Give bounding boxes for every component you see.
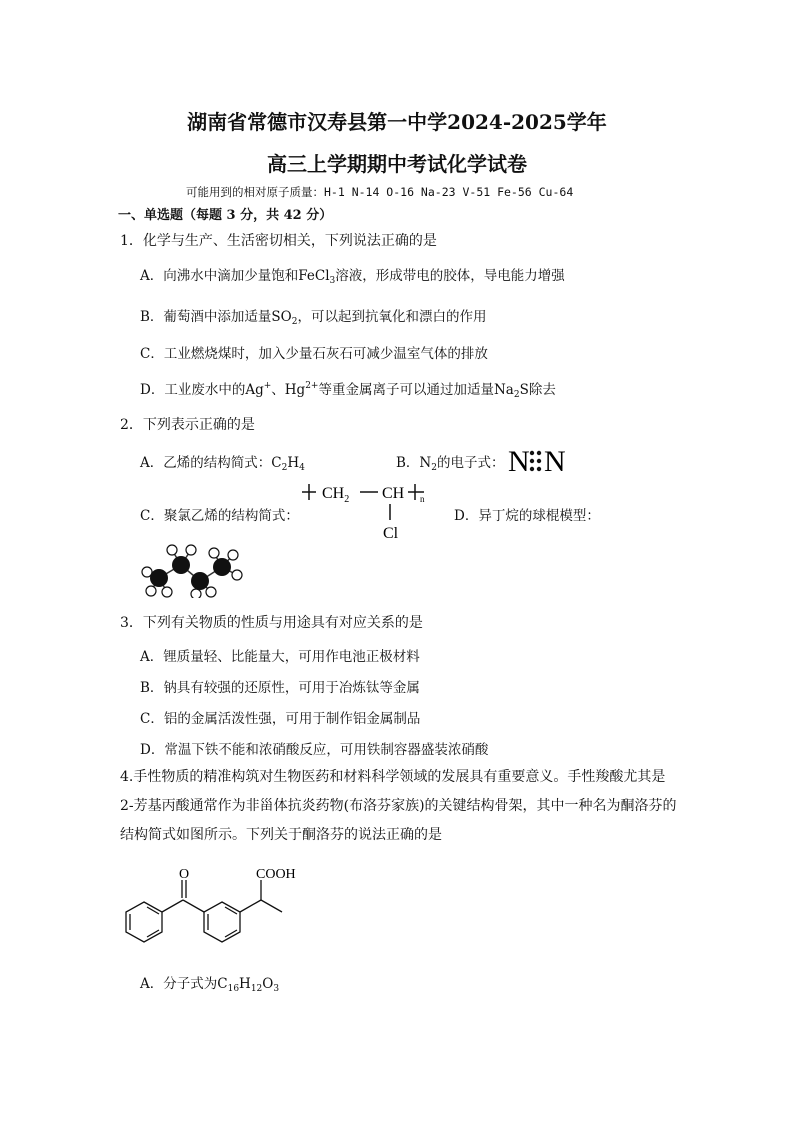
q2-option-c: C．聚氯乙烯的结构简式： — [140, 508, 299, 524]
q1-option-b: B．葡萄酒中添加适量$SO_2$，可以起到抗氧化和漂白的作用 — [140, 309, 487, 327]
pvc-cl: Cl — [383, 525, 399, 542]
hydrogen-atom — [162, 587, 172, 597]
q2-option-b: B．$N_2$的电子式： — [396, 455, 505, 473]
triple-electron-pairs — [530, 451, 541, 471]
ketoprofen-structure — [110, 860, 330, 960]
n2-electron-formula — [506, 444, 566, 476]
carbon-atom — [213, 558, 231, 576]
hydrogen-atom — [209, 548, 219, 558]
exam-title-line1: 湖南省常德市汉寿县第一中学2024-2025学年 — [187, 110, 607, 134]
carbon-atom — [172, 556, 190, 574]
carbon-atom — [191, 572, 209, 590]
q1-option-a: A．向沸水中滴加少量饱和FeCl$_3$溶液，形成带电的胶体，导电能力增强 — [140, 268, 565, 286]
atomic-mass-info: 可能用到的相对原子质量：H-1 N-14 O-16 Na-23 V-51 Fe-56 Cu-64 — [186, 185, 574, 199]
q1-option-d: D．工业废水中的Ag+、$Hg^{2+}$等重金属离子可以通过加适量$Na_2S$除去 — [140, 381, 556, 400]
electron-formula-atom-left: N — [508, 445, 530, 476]
hydrogen-atom — [146, 586, 156, 596]
isobutane-ball-stick-model — [134, 538, 254, 598]
q3-option-a: A．锂质量轻、比能量大，可用作电池正极材料 — [140, 649, 420, 665]
q3-option-c: C．铝的金属活泼性强，可用于制作铝金属制品 — [140, 711, 421, 727]
pvc-ch: CH — [382, 485, 405, 502]
q3-option-d: D．常温下铁不能和浓硝酸反应，可用铁制容器盛装浓硝酸 — [140, 742, 489, 758]
hydrogen-atom — [232, 570, 242, 580]
hydrogen-atom — [228, 550, 238, 560]
section-single-choice: 一、单选题（每题 3 分，共 42 分） — [118, 208, 333, 223]
pvc-structure-formula — [298, 478, 438, 544]
q4-stem: 4.手性物质的精准构筑对生物医药和材料科学领域的发展具有重要意义。手性羧酸尤其是 2-芳基丙酸通常作为非甾体抗炎药物(布洛芬家族)的关键结构骨架，其中一种名为酮洛芬的结构简式如图所示。下列关于酮洛芬的说法正确的是 — [120, 769, 677, 843]
q2-option-d: D．异丁烷的球棍模型： — [454, 508, 600, 524]
carbon-atom — [150, 569, 168, 587]
pvc-ch2: $CH_2$ — [322, 485, 350, 505]
q2-option-a: A．乙烯的结构简式：$C_2H_4$ — [140, 455, 305, 473]
hydrogen-atom — [191, 589, 201, 598]
exam-title-line2: 高三上学期期中考试化学试卷 — [267, 152, 527, 176]
ketone-oxygen-label: O — [179, 867, 190, 882]
q2-stem: 2．下列表示正确的是 — [120, 417, 255, 433]
q3-option-b: B．钠具有较强的还原性，可用于冶炼钛等金属 — [140, 680, 420, 696]
electron-formula-atom-right: N — [544, 445, 566, 476]
q4-option-a: A．分子式为$C_{16}H_{12}O_3$ — [140, 976, 280, 994]
q1-option-c: C．工业燃烧煤时，加入少量石灰石可减少温室气体的排放 — [140, 346, 488, 362]
hydrogen-atom — [206, 587, 216, 597]
hydrogen-atom — [167, 545, 177, 555]
hydrogen-atom — [186, 545, 196, 555]
carboxyl-label: COOH — [256, 867, 296, 882]
q3-stem: 3．下列有关物质的性质与用途具有对应关系的是 — [120, 615, 423, 631]
pvc-n: n — [420, 494, 425, 504]
q1-stem: 1．化学与生产、生活密切相关，下列说法正确的是 — [120, 233, 437, 249]
